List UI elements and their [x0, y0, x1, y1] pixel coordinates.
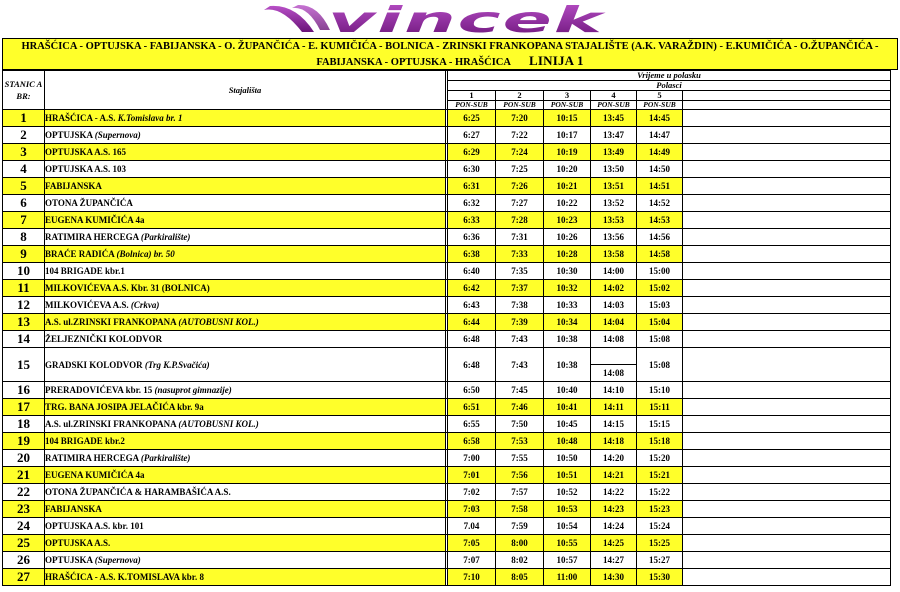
- stop-name: OPTUJSKA: [45, 130, 93, 140]
- table-row: [3, 110, 891, 127]
- departure-time: 15:22: [637, 484, 683, 501]
- stop-name: 104 BRIGADE kbr.2: [45, 436, 125, 446]
- departure-number: 4: [591, 91, 637, 101]
- departure-time: 6:51: [448, 399, 496, 416]
- departure-time: 10:19: [544, 144, 591, 161]
- departure-number: 3: [544, 91, 591, 101]
- departure-time: 10:26: [544, 229, 591, 246]
- stop-note: (Trg K.P.Svačića): [144, 359, 210, 370]
- departure-time: 10:41: [544, 399, 591, 416]
- departure-time: 14:58: [637, 246, 683, 263]
- departure-time: 10:48: [544, 433, 591, 450]
- stop-name-cell: [45, 178, 446, 195]
- departure-time: 14:27: [591, 552, 637, 569]
- stop-number: 26: [3, 552, 45, 569]
- departure-time: 15:18: [637, 433, 683, 450]
- stop-number: 19: [3, 433, 45, 450]
- table-row: [3, 297, 891, 314]
- departure-time: 7:28: [496, 212, 544, 229]
- table-row: [3, 484, 891, 501]
- stop-note: K.Tomislava br. 1: [117, 113, 183, 123]
- departure-time: 15:20: [637, 450, 683, 467]
- stop-name-cell: [45, 331, 446, 348]
- departure-time: 14:03: [591, 297, 637, 314]
- departure-time: 7:50: [496, 416, 544, 433]
- departure-time: 7:45: [496, 382, 544, 399]
- departure-time: 15:00: [637, 263, 683, 280]
- departure-time: 15:15: [637, 416, 683, 433]
- table-row: [3, 433, 891, 450]
- departure-time: 10:55: [544, 535, 591, 552]
- departure-time: 10:45: [544, 416, 591, 433]
- departure-time: 14:21: [591, 467, 637, 484]
- departure-time: 14:53: [637, 212, 683, 229]
- col-header-vrijeme: Vrijeme u polasku: [448, 71, 891, 81]
- departure-time: 7:31: [496, 229, 544, 246]
- departure-time: 6:36: [448, 229, 496, 246]
- departure-time: 15:10: [637, 382, 683, 399]
- departure-time: 7:00: [448, 450, 496, 467]
- stop-name-cell: [45, 518, 446, 535]
- stop-name-cell: [45, 144, 446, 161]
- departure-time: 10:30: [544, 263, 591, 280]
- departure-time: 14:20: [591, 450, 637, 467]
- stop-name-cell: [45, 450, 446, 467]
- departure-time: 7:53: [496, 433, 544, 450]
- departure-time: 15:02: [637, 280, 683, 297]
- stop-name: OPTUJSKA: [45, 555, 93, 565]
- stop-name: RATIMIRA HERCEGA: [45, 232, 139, 242]
- departure-time: 10:40: [544, 382, 591, 399]
- stop-number: 20: [3, 450, 45, 467]
- table-row: [3, 416, 891, 433]
- stop-name: 104 BRIGADE kbr.1: [45, 266, 125, 276]
- departure-time: 14:50: [637, 161, 683, 178]
- route-line-1: HRAŠĆICA - OPTUJSKA - FABIJANSKA - O. ŽUPANČIĆA - E. KUMIČIĆA - BOLNICA - ZRINSKI FRANKOPANA STAJALIŠTE (A.K. VARAŽDIN) - E.KUMIČIĆA - O.ŽUPANČIĆA -: [21, 41, 879, 52]
- stop-number: 27: [3, 569, 45, 586]
- stop-name: MILKOVIĆEVA A.S. Kbr. 31 (BOLNICA): [45, 283, 210, 293]
- departure-time: 14:04: [591, 314, 637, 331]
- departure-time: 14:00: [591, 263, 637, 280]
- stop-number: 10: [3, 263, 45, 280]
- stop-note: (AUTOBUSNI KOL.): [178, 419, 259, 429]
- departure-time: 10:32: [544, 280, 591, 297]
- table-row: [3, 535, 891, 552]
- departure-time: 7:56: [496, 467, 544, 484]
- departure-time: 7:59: [496, 518, 544, 535]
- stop-number: 13: [3, 314, 45, 331]
- stop-note: (Parkiralište): [140, 232, 191, 242]
- stop-note: (nasuprot gimnazije): [154, 385, 232, 395]
- table-row: [3, 450, 891, 467]
- stop-number: 15: [3, 348, 45, 382]
- departure-time: 6:42: [448, 280, 496, 297]
- departure-time: 15:25: [637, 535, 683, 552]
- stop-number: 5: [3, 178, 45, 195]
- departure-time: 10:57: [544, 552, 591, 569]
- departure-time: 7:05: [448, 535, 496, 552]
- departure-number: 2: [496, 91, 544, 101]
- departure-days: PON-SUB: [637, 101, 683, 110]
- departure-time: 15:23: [637, 501, 683, 518]
- departure-time: 15:03: [637, 297, 683, 314]
- stop-name-cell: [45, 195, 446, 212]
- departure-time: 6:40: [448, 263, 496, 280]
- table-row: [3, 195, 891, 212]
- table-row: [3, 518, 891, 535]
- stop-name-cell: [45, 246, 446, 263]
- departure-time: 11:00: [544, 569, 591, 586]
- stop-name: TRG. BANA JOSIPA JELAČIĆA kbr. 9a: [45, 402, 204, 412]
- stop-name: EUGENA KUMIČIĆA 4a: [45, 470, 145, 480]
- departure-time: 7:10: [448, 569, 496, 586]
- departure-time: 8:02: [496, 552, 544, 569]
- logo-text: vincek: [328, 2, 607, 36]
- stop-name-cell: [45, 314, 446, 331]
- departure-time: 14:30: [591, 569, 637, 586]
- departure-time: 10:15: [544, 110, 591, 127]
- departure-time-value: 14:08: [603, 368, 624, 378]
- stop-number: 18: [3, 416, 45, 433]
- col-header-stajalista: Stajališta: [45, 71, 446, 110]
- line-label: LINIJA 1: [528, 53, 584, 68]
- stop-name: HRAŠĆICA - A.S.: [45, 113, 116, 123]
- departure-time: 6:27: [448, 127, 496, 144]
- departure-time: 13:50: [591, 161, 637, 178]
- table-row: [3, 501, 891, 518]
- stop-number: 8: [3, 229, 45, 246]
- stop-number: 14: [3, 331, 45, 348]
- stop-name-cell: [45, 110, 446, 127]
- stop-name: OPTUJSKA A.S.: [45, 538, 111, 548]
- departure-time: 10:21: [544, 178, 591, 195]
- departure-time: 7:37: [496, 280, 544, 297]
- stop-name-cell: [45, 416, 446, 433]
- departure-time: 7:22: [496, 127, 544, 144]
- departure-time: 6:31: [448, 178, 496, 195]
- stop-name-cell: [45, 569, 446, 586]
- stop-note: (Crkva): [130, 300, 160, 310]
- table-row: [3, 263, 891, 280]
- stop-name: RATIMIRA HERCEGA: [45, 453, 139, 463]
- stop-name-cell: [45, 127, 446, 144]
- departure-time: 14:11: [591, 399, 637, 416]
- departure-time: 10:28: [544, 246, 591, 263]
- departure-time: 10:17: [544, 127, 591, 144]
- departure-time: 8:00: [496, 535, 544, 552]
- stop-name-cell: [45, 535, 446, 552]
- stop-name: OTONA ŽUPANČIĆA & HARAMBAŠIĆA A.S.: [45, 487, 231, 497]
- vincek-logo: [262, 2, 608, 36]
- stop-name-cell: [45, 552, 446, 569]
- stop-number: 4: [3, 161, 45, 178]
- departure-time: 15:21: [637, 467, 683, 484]
- table-row: [3, 314, 891, 331]
- stop-name-cell: [45, 484, 446, 501]
- departure-time: 13:52: [591, 195, 637, 212]
- departure-time: 10:22: [544, 195, 591, 212]
- stop-name-cell: [45, 161, 446, 178]
- departure-time: 15:08: [637, 331, 683, 348]
- departure-time: 6:50: [448, 382, 496, 399]
- departure-time: 13:56: [591, 229, 637, 246]
- departure-time: 7:55: [496, 450, 544, 467]
- departure-time: 13:49: [591, 144, 637, 161]
- stop-name: EUGENA KUMIČIĆA 4a: [45, 215, 145, 225]
- stop-number: 9: [3, 246, 45, 263]
- departure-time: 7:46: [496, 399, 544, 416]
- timetable: [2, 70, 891, 586]
- table-row: [3, 382, 891, 399]
- departure-time: 14:18: [591, 433, 637, 450]
- departure-number: 1: [448, 91, 496, 101]
- stop-name: OPTUJSKA A.S. 165: [45, 147, 127, 157]
- departure-time: 6:38: [448, 246, 496, 263]
- stop-name-cell: [45, 229, 446, 246]
- departure-time: 7:26: [496, 178, 544, 195]
- table-row: [3, 569, 891, 586]
- departure-days: PON-SUB: [544, 101, 591, 110]
- departure-days: PON-SUB: [591, 101, 637, 110]
- departure-time: 10:23: [544, 212, 591, 229]
- departure-time: 14:10: [591, 382, 637, 399]
- departure-time: 10:33: [544, 297, 591, 314]
- departure-time: 15:08: [637, 348, 683, 382]
- departure-time: 6:55: [448, 416, 496, 433]
- departure-time: 10:50: [544, 450, 591, 467]
- departure-time: 15:04: [637, 314, 683, 331]
- departure-number: 5: [637, 91, 683, 101]
- route-line-2: [3, 54, 897, 70]
- departure-time: 7:24: [496, 144, 544, 161]
- departure-time: 15:30: [637, 569, 683, 586]
- stop-name: ŽELJEZNIČKI KOLODVOR: [45, 334, 163, 344]
- departure-time: 6:29: [448, 144, 496, 161]
- departure-time: 6:32: [448, 195, 496, 212]
- departure-time: 10:53: [544, 501, 591, 518]
- departure-time: 7:27: [496, 195, 544, 212]
- stop-number: 7: [3, 212, 45, 229]
- departure-time: 10:52: [544, 484, 591, 501]
- stop-name: GRADSKI KOLODVOR: [45, 359, 143, 370]
- stop-name-cell: [45, 297, 446, 314]
- stop-name-cell: [45, 348, 446, 382]
- stop-name-cell: [45, 263, 446, 280]
- table-row: [3, 348, 891, 382]
- departure-time: 13:51: [591, 178, 637, 195]
- departure-time: 6:33: [448, 212, 496, 229]
- table-row: [3, 229, 891, 246]
- stop-number: 6: [3, 195, 45, 212]
- stop-note: (Supernova): [94, 555, 141, 565]
- stop-name-cell: [45, 433, 446, 450]
- departure-time: 6:43: [448, 297, 496, 314]
- stop-name: FABIJANSKA: [45, 504, 102, 514]
- stop-name-cell: [45, 399, 446, 416]
- stop-name-cell: [45, 501, 446, 518]
- departure-time: 14:47: [637, 127, 683, 144]
- departure-time: 15:24: [637, 518, 683, 535]
- departure-time: 15:11: [637, 399, 683, 416]
- stop-number: 16: [3, 382, 45, 399]
- departure-time: 14:02: [591, 280, 637, 297]
- col-header-polasci: Polasci: [448, 81, 891, 91]
- stop-name: BRAĆE RADIĆA: [45, 249, 115, 259]
- stop-name: PRERADOVIĆEVA kbr. 15: [45, 385, 153, 395]
- departure-time: 13:58: [591, 246, 637, 263]
- stop-name: OPTUJSKA A.S. kbr. 101: [45, 521, 144, 531]
- departure-time: 7:20: [496, 110, 544, 127]
- departure-time: 7:58: [496, 501, 544, 518]
- route-line-2-text: FABIJANSKA - OPTUJSKA - HRAŠĆICA: [316, 57, 511, 68]
- departure-time: 6:48: [448, 348, 496, 382]
- departure-time: 7:25: [496, 161, 544, 178]
- departure-time: 7:02: [448, 484, 496, 501]
- departure-time: 13:45: [591, 110, 637, 127]
- departure-time: 14:49: [637, 144, 683, 161]
- stop-name-cell: [45, 382, 446, 399]
- departure-time: 15:27: [637, 552, 683, 569]
- departure-time: 7:43: [496, 331, 544, 348]
- table-row: [3, 127, 891, 144]
- stop-name: OTONA ŽUPANČIĆA: [45, 198, 133, 208]
- departure-time: 10:38: [544, 331, 591, 348]
- stop-number: 21: [3, 467, 45, 484]
- departure-time: 10:20: [544, 161, 591, 178]
- departure-time: 14:45: [637, 110, 683, 127]
- departure-time: 7:38: [496, 297, 544, 314]
- departure-time: 8:05: [496, 569, 544, 586]
- departure-time: 14:25: [591, 535, 637, 552]
- stop-name: A.S. ul.ZRINSKI FRANKOPANA: [45, 317, 177, 327]
- stop-name: A.S. ul.ZRINSKI FRANKOPANA: [45, 419, 177, 429]
- stop-number: 22: [3, 484, 45, 501]
- stop-name: HRAŠĆICA - A.S. K.TOMISLAVA kbr. 8: [45, 572, 204, 582]
- departure-time: 10:51: [544, 467, 591, 484]
- stop-number: 24: [3, 518, 45, 535]
- stop-note: (Parkiralište): [140, 453, 191, 463]
- departure-time: 14:15: [591, 416, 637, 433]
- departure-time: 6:58: [448, 433, 496, 450]
- departure-time: 13:53: [591, 212, 637, 229]
- route-header: [2, 38, 898, 70]
- stop-name: OPTUJSKA A.S. 103: [45, 164, 127, 174]
- stop-note: (Bolnica) br. 50: [116, 249, 175, 259]
- stop-name: MILKOVIĆEVA A.S.: [45, 300, 129, 310]
- departure-time: 14:24: [591, 518, 637, 535]
- departure-time: 13:47: [591, 127, 637, 144]
- stop-number: 17: [3, 399, 45, 416]
- departure-time: 7:01: [448, 467, 496, 484]
- stop-name-cell: [45, 467, 446, 484]
- departure-time: 10:34: [544, 314, 591, 331]
- departure-time: 6:25: [448, 110, 496, 127]
- departure-time: 14:56: [637, 229, 683, 246]
- departure-time: 6:48: [448, 331, 496, 348]
- departure-days: PON-SUB: [448, 101, 496, 110]
- stop-number: 1: [3, 110, 45, 127]
- departure-time: 7:57: [496, 484, 544, 501]
- stop-name: FABIJANSKA: [45, 181, 102, 191]
- stop-number: 12: [3, 297, 45, 314]
- table-row: [3, 399, 891, 416]
- table-row: [3, 161, 891, 178]
- stop-note: (Supernova): [94, 130, 141, 140]
- departure-time: 7:03: [448, 501, 496, 518]
- departure-time: 14:23: [591, 501, 637, 518]
- table-row: [3, 280, 891, 297]
- departure-time: 7:07: [448, 552, 496, 569]
- table-row: [3, 212, 891, 229]
- stop-number: 2: [3, 127, 45, 144]
- departure-time: 14:08: [591, 331, 637, 348]
- stop-name-cell: [45, 280, 446, 297]
- stop-note: (AUTOBUSNI KOL.): [178, 317, 259, 327]
- table-row: [3, 552, 891, 569]
- departure-time: 14:51: [637, 178, 683, 195]
- table-row: [3, 331, 891, 348]
- table-row: [3, 178, 891, 195]
- departure-time: 10:54: [544, 518, 591, 535]
- stop-name-cell: [45, 212, 446, 229]
- departure-time: 10:38: [544, 348, 591, 382]
- stop-number: 11: [3, 280, 45, 297]
- table-row: [3, 246, 891, 263]
- departure-time: 7:33: [496, 246, 544, 263]
- departure-time: 14:52: [637, 195, 683, 212]
- stop-number: 25: [3, 535, 45, 552]
- timetable-body: [3, 71, 891, 586]
- stop-number: 23: [3, 501, 45, 518]
- departure-time: 6:30: [448, 161, 496, 178]
- departure-time: 7:43: [496, 348, 544, 382]
- departure-time: 7:35: [496, 263, 544, 280]
- departure-time: [591, 348, 637, 382]
- table-row: [3, 467, 891, 484]
- departure-days: PON-SUB: [496, 101, 544, 110]
- departure-time: 6:44: [448, 314, 496, 331]
- departure-time: 7.04: [448, 518, 496, 535]
- departure-time: 7:39: [496, 314, 544, 331]
- departure-time: 14:22: [591, 484, 637, 501]
- stop-number: 3: [3, 144, 45, 161]
- table-row: [3, 144, 891, 161]
- col-header-stanica: STANIC A BR:: [3, 71, 45, 110]
